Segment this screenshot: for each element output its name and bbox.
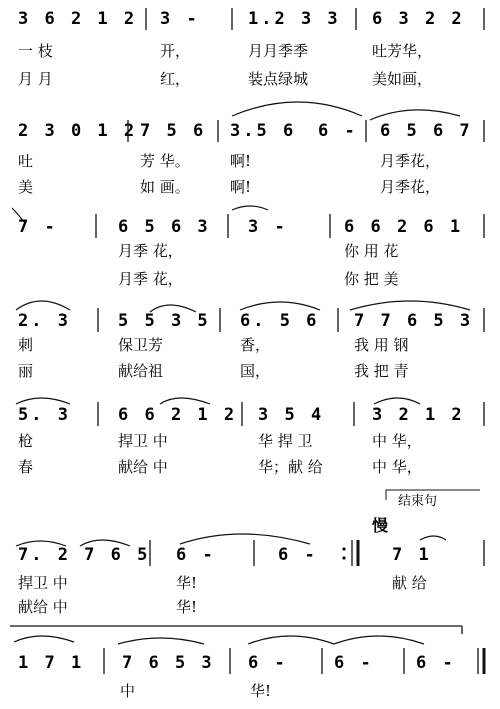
- lyric-5-3-v1: 华 捍 卫: [258, 432, 313, 450]
- lyric-5-1-v2: 春: [18, 458, 34, 476]
- tie: [232, 206, 268, 210]
- lyric-3-2-v2: 月季 花，: [118, 270, 183, 288]
- measure-1-2-notes: 3 -: [160, 9, 200, 29]
- lyric-1-3-v1: 月月季季: [248, 42, 309, 60]
- lyric-3-4-v2: 你 把 美: [344, 270, 399, 288]
- slur: [118, 638, 204, 644]
- lyric-4-3-v2: 国，: [240, 362, 271, 380]
- system-5: [16, 398, 484, 476]
- system-7: [10, 626, 484, 700]
- lyric-6-2-v1: 华!: [176, 574, 198, 592]
- measure-5-4-notes: 3 2 1 2: [372, 405, 465, 425]
- slur: [420, 536, 446, 540]
- lyric-5-1-v1: 枪: [18, 432, 34, 450]
- measure-7-4-notes: 6 -: [334, 653, 374, 673]
- measure-4-1-notes: 2. 3: [18, 311, 71, 331]
- lyric-5-3-v2: 华；献 给: [258, 458, 323, 476]
- lyric-1-2-v2: 红，: [160, 70, 191, 88]
- lyric-1-3-v2: 装点绿城: [248, 70, 309, 88]
- measure-6-2-notes: 6 -: [176, 545, 216, 565]
- slur: [160, 398, 210, 404]
- slur: [16, 301, 70, 310]
- measure-6-4-notes: 7 1: [392, 545, 432, 565]
- tie: [334, 636, 424, 644]
- lyric-4-2-v1: 保卫芳: [118, 336, 164, 354]
- lyric-2-3-v1: 啊!: [230, 152, 252, 170]
- measure-7-2-notes: 7 6 5 3: [122, 653, 215, 673]
- lyric-6-2-v2: 华!: [176, 598, 198, 616]
- tie: [248, 636, 334, 644]
- measure-7-3-notes: 6 -: [248, 653, 288, 673]
- measure-7-1-notes: 1 7 1: [18, 653, 85, 673]
- measure-3-4-notes: 6 6 2 6 1: [344, 217, 464, 237]
- measure-2-2-notes: 7 5 6: [140, 121, 207, 141]
- system-2: [18, 102, 484, 196]
- lyric-4-3-v1: 香，: [240, 336, 271, 354]
- measure-6-3-notes: 6 -: [278, 545, 318, 565]
- lyric-2-1-v2: 美: [18, 178, 34, 196]
- slur: [232, 102, 362, 116]
- lyric-4-2-v2: 献给祖: [118, 362, 164, 380]
- measure-3-1-notes: 7 -: [18, 217, 58, 237]
- slur: [374, 398, 420, 404]
- lyric-6-4-v1: 献 给: [392, 574, 427, 592]
- lyric-5-4-v2: 中 华，: [372, 458, 422, 476]
- lyric-5-2-v2: 献给 中: [118, 458, 168, 476]
- repeat-dot: [342, 547, 345, 550]
- lyric-6-1-v1: 捍卫 中: [18, 574, 68, 592]
- lyric-2-5-v2: 月季花，: [380, 178, 441, 196]
- lyric-2-3-v2: 啊!: [230, 178, 252, 196]
- lyric-4-1-v2: 丽: [18, 362, 34, 380]
- lyric-7-3-v1: 华!: [250, 682, 272, 700]
- measure-5-2-notes: 6 6 2 1 2: [118, 405, 238, 425]
- repeat-dot: [342, 556, 345, 559]
- lyric-2-2-v2: 如 画。: [140, 178, 190, 196]
- slur: [350, 301, 470, 310]
- measure-2-3-notes: 3.5 6: [230, 121, 297, 141]
- lyric-1-4-v2: 美如画，: [372, 70, 433, 88]
- lyric-1-4-v1: 吐芳华，: [372, 42, 433, 60]
- tempo-marking: 慢: [372, 516, 389, 535]
- slur: [180, 534, 310, 544]
- lyric-1-2-v1: 开，: [160, 42, 191, 60]
- measure-2-4-notes: 6 -: [318, 121, 358, 141]
- lyric-1-1-v2: 月 月: [18, 70, 53, 88]
- lyric-6-1-v2: 献给 中: [18, 598, 68, 616]
- lyric-2-2-v1: 芳 华。: [140, 152, 190, 170]
- lyric-3-2-v1: 月季 花，: [118, 242, 183, 260]
- system-3: [12, 206, 484, 288]
- measure-3-3-notes: 3 -: [248, 217, 288, 237]
- slur: [240, 302, 320, 310]
- measure-4-3-notes: 6. 5 6: [240, 311, 320, 331]
- system-6: [16, 490, 484, 616]
- measure-2-5-notes: 6 5 6 7: [380, 121, 473, 141]
- lyric-1-1-v1: 一 枝: [18, 42, 53, 60]
- slur: [16, 398, 70, 404]
- measure-1-4-notes: 6 3 2 2: [372, 9, 465, 29]
- measure-4-2-notes: 5 5 3 5: [118, 311, 211, 331]
- lyric-5-4-v1: 中 华，: [372, 432, 422, 450]
- slur: [370, 110, 460, 120]
- measure-1-1-notes: 3 6 2 1 2: [18, 9, 138, 29]
- measure-5-1-notes: 5. 3: [18, 405, 71, 425]
- lyric-4-1-v1: 刺: [18, 336, 34, 354]
- measure-7-5-notes: 6 -: [416, 653, 456, 673]
- lyric-2-1-v1: 吐: [18, 152, 34, 170]
- slur: [14, 636, 74, 642]
- measure-2-1-notes: 2 3 0 1 2: [18, 121, 138, 141]
- measure-3-2-notes: 6 5 6 3: [118, 217, 211, 237]
- lyric-2-5-v1: 月季花，: [380, 152, 441, 170]
- ending-label: 结束句: [398, 494, 438, 509]
- system-4: [16, 301, 484, 380]
- lyric-7-1-v1: 中: [120, 682, 136, 700]
- measure-4-4-notes: 7 7 6 5 3: [354, 311, 474, 331]
- lyric-5-2-v1: 捍卫 中: [118, 432, 168, 450]
- lyric-4-4-v2: 我 把 青: [354, 362, 409, 380]
- measure-1-3-notes: 1.2 3 3: [248, 9, 341, 29]
- lyric-4-4-v1: 我 用 钢: [354, 336, 409, 354]
- system-1: [18, 8, 484, 88]
- lyric-3-4-v1: 你 用 花: [344, 242, 399, 260]
- measure-6-1-notes: 7. 2 7 6 5: [18, 545, 151, 565]
- measure-5-3-notes: 3 5 4: [258, 405, 325, 425]
